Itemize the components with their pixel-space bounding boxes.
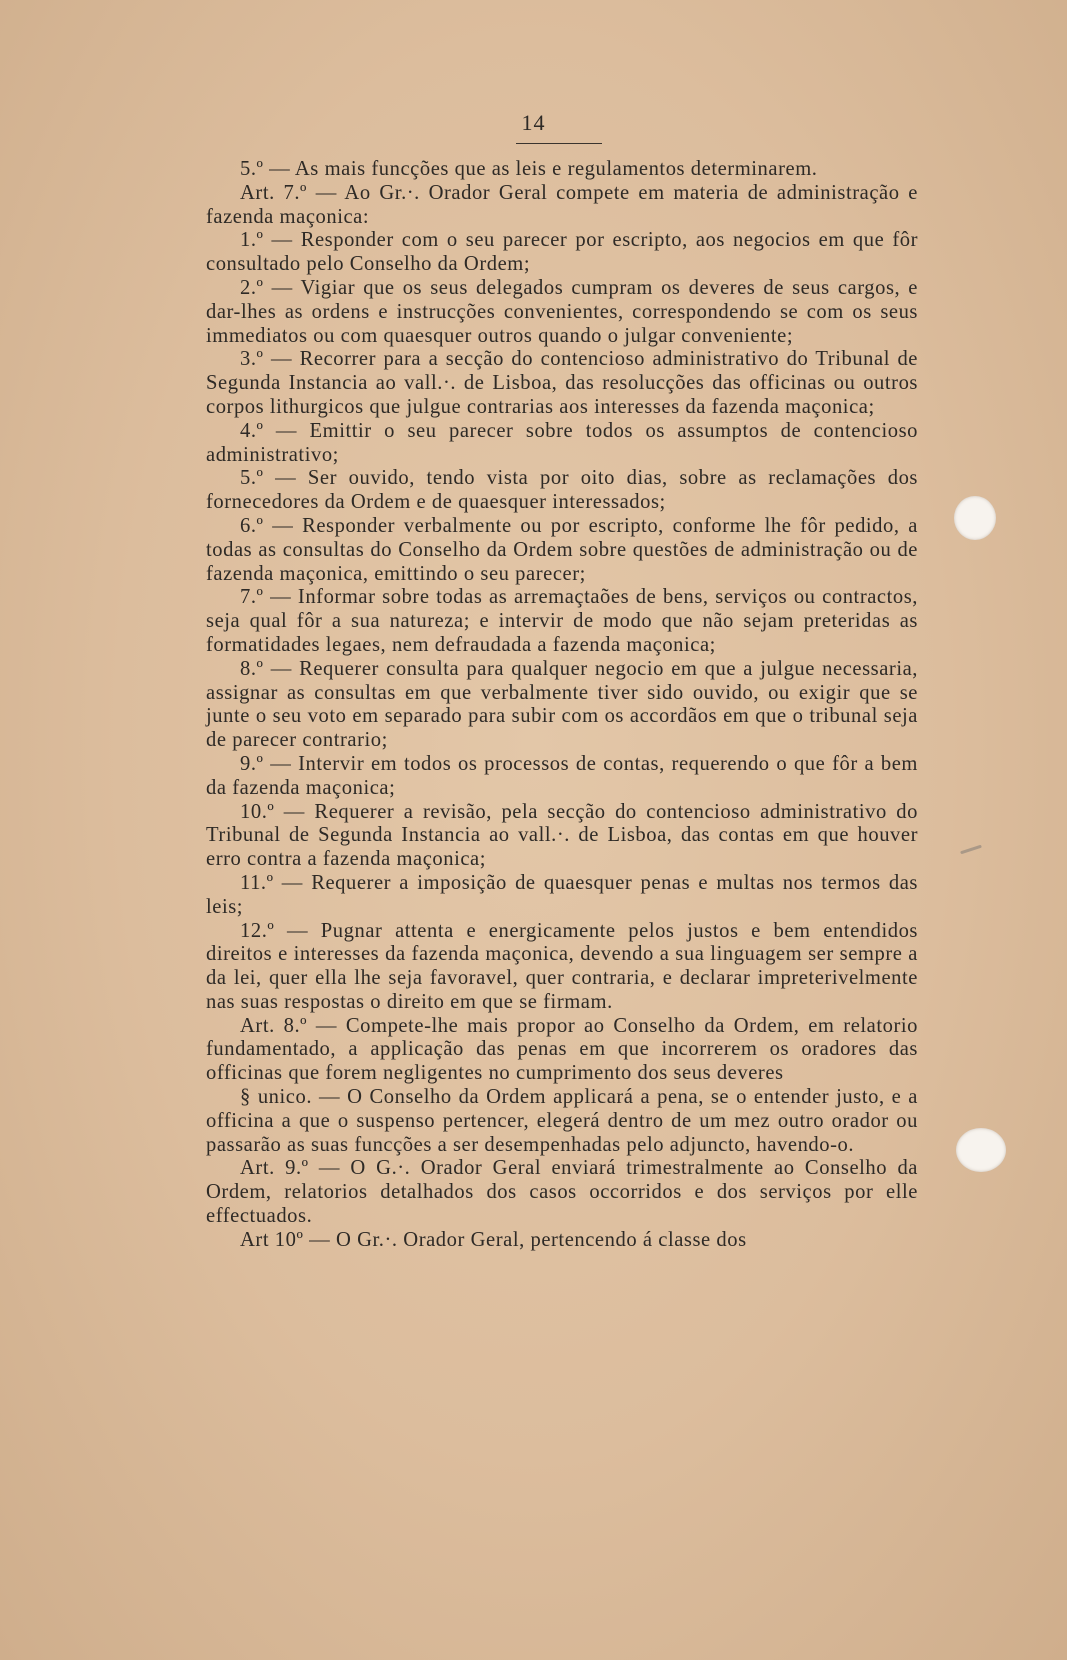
paragraph: 8.º — Requerer consulta para qualquer negocio em que a julgue necessaria, assignar as consultas em que verbalmente tiver sido ouvido, ou exigir que se junte o seu voto em separado para subir com os accordãos em que o tribunal seja de parecer contrario; bbox=[206, 657, 918, 752]
paragraph: 1.º — Responder com o seu parecer por escripto, aos negocios em que fôr consultado pelo Conselho da Ordem; bbox=[206, 229, 918, 276]
paper-mark bbox=[960, 845, 982, 855]
page-number: 14 bbox=[521, 110, 546, 135]
header-rule bbox=[516, 143, 602, 144]
paragraph: 11.º — Requerer a imposição de quaesquer penas e multas nos termos das leis; bbox=[206, 871, 918, 918]
paragraph: 7.º — Informar sobre todas as arremaçtaões de bens, serviços ou contractos, seja qual fôr a sua natureza; e intervir de modo que não sejam preteridas as formatidades legaes, nem defraudada a fazenda maçonica; bbox=[206, 586, 918, 656]
paragraph: 5.º — As mais funcções que as leis e regulamentos determinarem. bbox=[240, 158, 818, 180]
paragraph: Art. 9.º — O G.·. Orador Geral enviará trimestralmente ao Conselho da Ordem, relatorios detalhados dos casos occorridos e dos serviços por elle effectuados. bbox=[206, 1157, 918, 1228]
paragraph: Art. 7.º — Ao Gr.·. Orador Geral compete em materia de administração e fazenda maçonica: bbox=[206, 181, 918, 228]
paragraph: 9.º — Intervir em todos os processos de contas, requerendo o que fôr a bem da fazenda maçonica; bbox=[206, 752, 918, 799]
paragraph: 12.º — Pugnar attenta e energicamente pelos justos e bem entendidos direitos e interesses da fazenda maçonica, devendo a sua linguagem ser sempre a da lei, quer ella lhe seja favoravel, quer contraria, e declarar impreterivelmente nas suas respostas o direito em que se firmam. bbox=[206, 919, 918, 1013]
paragraph: Art 10º — O Gr.·. Orador Geral, pertencendo á classe dos bbox=[240, 1228, 747, 1251]
paragraph: Art. 8.º — Compete-lhe mais propor ao Conselho da Ordem, em relatorio fundamentado, a applicação das penas em que incorrerem os oradores das officinas que forem negligentes no cumprimento dos seus deveres bbox=[206, 1014, 918, 1085]
punch-hole bbox=[954, 496, 996, 540]
punch-hole bbox=[956, 1128, 1006, 1172]
paragraph: 6.º — Responder verbalmente ou por escripto, conforme lhe fôr pedido, a todas as consultas do Conselho da Ordem sobre questões de administração ou de fazenda maçonica, emittindo o seu parecer; bbox=[206, 514, 918, 585]
paragraph: 4.º — Emittir o seu parecer sobre todos os assumptos de contencioso administrativo; bbox=[206, 419, 918, 466]
paragraph: 5.º — Ser ouvido, tendo vista por oito dias, sobre as reclamações dos fornecedores da Ordem e de quaesquer interessados; bbox=[206, 467, 918, 514]
paragraph: 10.º — Requerer a revisão, pela secção do contencioso administrativo do Tribunal de Segunda Instancia ao vall.·. de Lisboa, das contas em que houver erro contra a fazenda maçonica; bbox=[206, 800, 918, 871]
paragraph: 2.º — Vigiar que os seus delegados cumpram os deveres de seus cargos, e dar-lhes as ordens e instrucções convenientes, correspondendo se com os seus immediatos ou com quaesquer outros quando o julgar conveniente; bbox=[206, 276, 918, 347]
body-text bbox=[206, 158, 918, 1253]
paragraph: 3.º — Recorrer para a secção do contencioso administrativo do Tribunal de Segunda Instancia ao vall.·. de Lisboa, das resolucções das officinas ou outros corpos lithurgicos que julgue contrarias aos interesses da fazenda maçonica; bbox=[206, 348, 918, 418]
paragraph: § unico. — O Conselho da Ordem applicará a pena, se o entender justo, e a officina a que o suspenso pertencer, elegerá dentro de um mez outro orador ou passarão as suas funcções a ser desempenhadas pelo adjuncto, havendo-o. bbox=[206, 1086, 918, 1156]
